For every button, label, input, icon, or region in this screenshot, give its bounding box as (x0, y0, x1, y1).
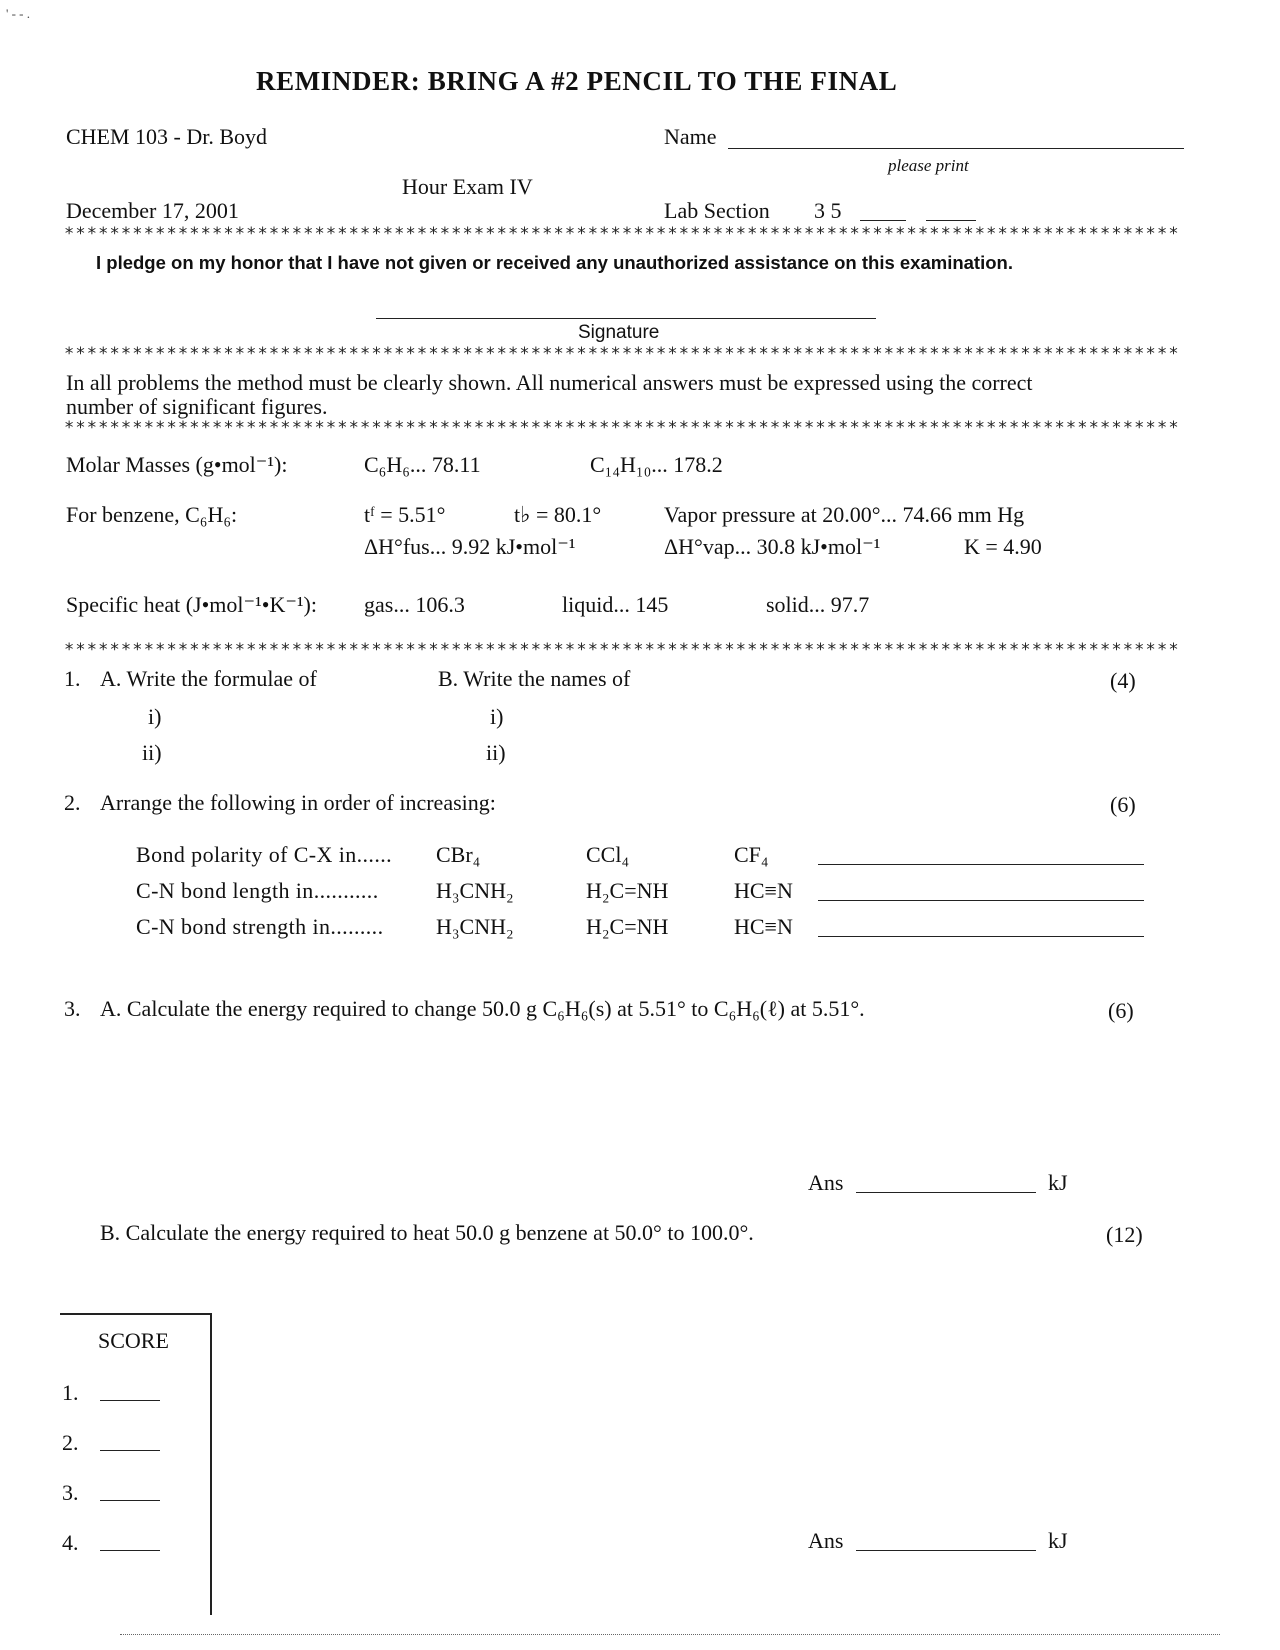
reminder-title: REMINDER: BRING A #2 PENCIL TO THE FINAL (256, 66, 898, 96)
score-item-4: 4. (62, 1530, 79, 1555)
q2-row-item-a: H₃CNH₂ (436, 914, 514, 939)
separator-stars-4: ************************************************************************************************** (64, 640, 1180, 660)
q2-number: 2. (64, 790, 81, 815)
name-label: Name (664, 124, 717, 149)
separator-stars-3: ************************************************************************************************** (64, 418, 1180, 438)
separator-stars-2: ************************************************************************************************** (64, 344, 1180, 364)
q2-row-item-c: HC≡N (734, 914, 793, 939)
score-field-2[interactable] (100, 1450, 160, 1451)
q2-row-item-a: CBr₄ (436, 842, 481, 867)
q3-part-a: A. Calculate the energy required to change 50.0 g C₆H₆(s) at 5.51° to C₆H₆(ℓ) at 5.51°. (100, 996, 865, 1021)
molar-mass-anthracene: C₁₄H₁₀... 178.2 (590, 452, 723, 477)
q1-b-i: i) (490, 704, 504, 729)
q1-part-b: B. Write the names of (438, 666, 631, 691)
q3a-answer-field[interactable] (856, 1192, 1036, 1193)
q1-a-ii: ii) (142, 740, 162, 765)
score-field-1[interactable] (100, 1400, 160, 1401)
q3-points-b: (12) (1106, 1222, 1143, 1247)
score-item-1: 1. (62, 1380, 79, 1405)
q2-row-item-c: CF₄ (734, 842, 769, 867)
instructions-line-2: number of significant figures. (66, 394, 328, 419)
q2-answer-field[interactable] (818, 864, 1144, 865)
q2-answer-field[interactable] (818, 936, 1144, 937)
specific-heat-label: Specific heat (J•mol⁻¹•K⁻¹): (66, 592, 317, 617)
q3b-answer-field[interactable] (856, 1550, 1036, 1551)
separator-stars-1: ************************************************************************************************** (64, 224, 1180, 244)
lab-section-field-1[interactable] (860, 220, 906, 221)
specific-heat-gas: gas... 106.3 (364, 592, 465, 617)
q3a-ans-label: Ans (808, 1170, 844, 1195)
q2-row-item-b: H₂C=NH (586, 878, 669, 903)
q3a-unit: kJ (1048, 1170, 1068, 1195)
enthalpy-vaporization: ΔH°vap... 30.8 kJ•mol⁻¹ (664, 534, 881, 559)
score-field-4[interactable] (100, 1550, 160, 1551)
exam-date: December 17, 2001 (66, 198, 239, 223)
q1-number: 1. (64, 666, 81, 691)
scan-artifact-line (120, 1634, 1220, 1635)
honor-pledge: I pledge on my honor that I have not given or received any unauthorized assistance on this examination. (96, 252, 1013, 273)
q2-points: (6) (1110, 792, 1136, 817)
q3-number: 3. (64, 996, 81, 1021)
score-field-3[interactable] (100, 1500, 160, 1501)
score-box (60, 1313, 212, 1615)
course-label: CHEM 103 - Dr. Boyd (66, 124, 268, 149)
q2-row-item-b: H₂C=NH (586, 914, 669, 939)
instructions-line-1: In all problems the method must be clearly shown. All numerical answers must be expressed using the correct (66, 370, 1033, 395)
stray-marks: ' - - . (6, 6, 31, 21)
specific-heat-liquid: liquid... 145 (562, 592, 669, 617)
benzene-label: For benzene, C₆H₆: (66, 502, 238, 527)
name-field[interactable] (728, 148, 1184, 149)
q3-points-a: (6) (1108, 998, 1134, 1023)
score-item-3: 3. (62, 1480, 79, 1505)
molar-masses-label: Molar Masses (g•mol⁻¹): (66, 452, 288, 477)
q1-part-a: A. Write the formulae of (100, 666, 317, 691)
q2-row-label: Bond polarity of C-X in...... (136, 842, 393, 867)
q2-row-item-b: CCl₄ (586, 842, 630, 867)
q2-row-item-a: H₃CNH₂ (436, 878, 514, 903)
lab-section-field-2[interactable] (926, 220, 976, 221)
lab-section-label: Lab Section (664, 198, 770, 223)
q2-text: Arrange the following in order of increasing: (100, 790, 496, 815)
q2-answer-field[interactable] (818, 900, 1144, 901)
q1-a-i: i) (148, 704, 162, 729)
q2-row-item-c: HC≡N (734, 878, 793, 903)
enthalpy-fusion: ΔH°fus... 9.92 kJ•mol⁻¹ (364, 534, 576, 559)
please-print-note: please print (888, 156, 969, 175)
q3b-unit: kJ (1048, 1528, 1068, 1553)
q1-points: (4) (1110, 668, 1136, 693)
score-title: SCORE (98, 1328, 169, 1353)
q1-b-ii: ii) (486, 740, 506, 765)
freezing-point: tᶠ = 5.51° (364, 502, 446, 527)
vapor-pressure: Vapor pressure at 20.00°... 74.66 mm Hg (664, 502, 1025, 527)
q2-row-label: C-N bond length in........... (136, 878, 379, 903)
lab-section-value: 3 5 (814, 198, 842, 223)
q3b-ans-label: Ans (808, 1528, 844, 1553)
score-item-2: 2. (62, 1430, 79, 1455)
k-constant: K = 4.90 (964, 534, 1042, 559)
q3-part-b: B. Calculate the energy required to heat 50.0 g benzene at 50.0° to 100.0°. (100, 1220, 754, 1245)
specific-heat-solid: solid... 97.7 (766, 592, 870, 617)
exam-title: Hour Exam IV (402, 174, 533, 199)
q2-row-label: C-N bond strength in......... (136, 914, 384, 939)
signature-label: Signature (578, 322, 660, 343)
molar-mass-benzene: C₆H₆... 78.11 (364, 452, 481, 477)
boiling-point: t♭ = 80.1° (514, 502, 602, 527)
signature-field[interactable] (376, 318, 876, 319)
